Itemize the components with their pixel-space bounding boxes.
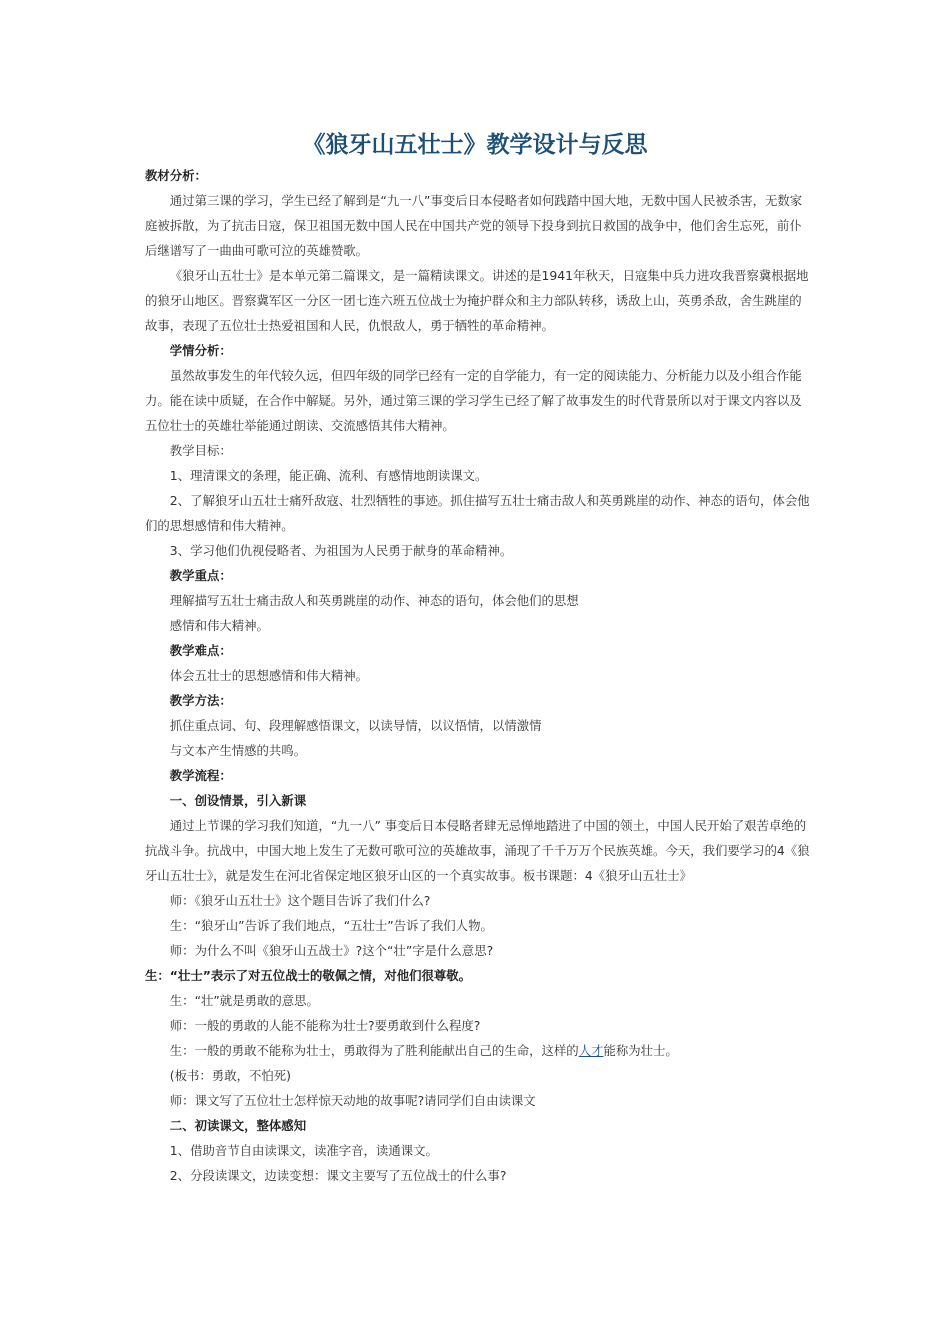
dialogue-line-bold: 生：“壮士”表示了对五位战士的敬佩之情，对他们很尊敬。 (145, 968, 472, 983)
reading-step: 1、借助音节自由读课文，读准字音，读通课文。 (169, 1143, 438, 1158)
text-line: 体会五壮士的思想感情和伟大精神。 (169, 668, 369, 683)
text-line: 感情和伟大精神。 (169, 618, 269, 633)
section-heading-process: 教学流程： (169, 768, 232, 783)
subsection-heading-intro: 一、创设情景，引入新课 (169, 793, 307, 808)
dialogue-line: 生：“壮”就是勇敢的意思。 (169, 993, 319, 1008)
section-heading-material: 教材分析： (145, 168, 207, 183)
talent-link[interactable]: 人才 (578, 1043, 604, 1058)
reading-step: 2、分段读课文，边读变想：课文主要写了五位战士的什么事? (169, 1168, 507, 1183)
text-line: 与文本产生情感的共鸣。 (169, 743, 307, 758)
section-heading-learners: 学情分析： (169, 343, 232, 358)
dialogue-text: 生：一般的勇敢不能称为壮士，勇敢得为了胜利能献出自己的生命，这样的 (169, 1043, 579, 1058)
paragraph: 通过上节课的学习我们知道，“九一八” 事变后日本侵略者肆无忌惮地踏进了中国的领土，中国人民开始了艰苦卓绝的抗战斗争。抗战中，中国大地上发生了无数可歌可泣的英雄故事，涌现了千千万万个民族英雄。今天，我们要学习的4《狼牙山五壮士》，就是发生在河北省保定地区狼牙山区的一个真实故事。板书课题：4《狼牙山五壮士》 (145, 818, 810, 883)
document-title: 《狼牙山五壮士》教学设计与反思 (302, 131, 648, 158)
paragraph: 虽然故事发生的年代较久远，但四年级的同学已经有一定的自学能力，有一定的阅读能力、分析能力以及小组合作能力。能在读中质疑，在合作中解疑。另外，通过第三课的学习学生已经了解了故事发生的时代背景所以对于课文内容以及五位壮士的英雄壮举能通过朗读、交流感悟其伟大精神。 (145, 368, 802, 433)
paragraph: 通过第三课的学习，学生已经了解到是“九一八”事变后日本侵略者如何践踏中国大地，无数中国人民被杀害，无数家庭被拆散，为了抗击日寇，保卫祖国无数中国人民在中国共产党的领导下投身到抗日救国的战争中，他们舍生忘死，前仆后继谱写了一曲曲可歌可泣的英雄赞歌。 (145, 193, 803, 258)
text-line: 理解描写五壮士痛击敌人和英勇跳崖的动作、神态的语句，体会他们的思想 (169, 593, 579, 608)
dialogue-line: 生：“狼牙山”告诉了我们地点，“五壮士”告诉了我们人物。 (169, 918, 493, 933)
text-line: 抓住重点词、句、段理解感悟课文，以读导情，以议悟情，以情激情 (169, 718, 542, 733)
dialogue-line (145, 1038, 810, 1063)
section-heading-methods: 教学方法： (169, 693, 232, 708)
dialogue-line: 师：为什么不叫《狼牙山五战士》?这个“壮”字是什么意思? (169, 943, 494, 958)
dialogue-line: 师：一般的勇敢的人能不能称为壮士?要勇敢到什么程度? (169, 1018, 481, 1033)
paragraph: 《狼牙山五壮士》是本单元第二篇课文，是一篇精读课文。讲述的是1941年秋天，日寇集中兵力进攻我晋察冀根据地的狼牙山地区。晋察冀军区一分区一团七连六班五位战士为掩护群众和主力部队转移，诱敌上山，英勇杀敌，舍生跳崖的故事，表现了五位壮士热爱祖国和人民，仇恨敌人，勇于牺牲的革命精神。 (145, 268, 809, 333)
dialogue-line: 师：课文写了五位壮士怎样惊天动地的故事呢?请同学们自由读课文 (169, 1093, 536, 1108)
section-heading-difficulties: 教学难点： (169, 643, 232, 658)
goal-item: 3、学习他们仇视侵略者、为祖国为人民勇于献身的革命精神。 (169, 543, 513, 558)
dialogue-text: 能称为壮士。 (603, 1043, 678, 1058)
section-label-goals: 教学目标： (169, 443, 232, 458)
document-body (145, 163, 810, 1188)
goal-item: 2、了解狼牙山五壮士痛歼敌寇、壮烈牺牲的事迹。抓住描写五壮士痛击敌人和英勇跳崖的动作、神态的语句，体会他们的思想感情和伟大精神。 (145, 493, 810, 533)
section-heading-key-points: 教学重点： (169, 568, 232, 583)
subsection-heading-first-reading: 二、初读课文，整体感知 (169, 1118, 307, 1133)
board-note: (板书：勇敢，不怕死) (169, 1068, 291, 1083)
goal-item: 1、理清课文的条理，能正确、流利、有感情地朗读课文。 (169, 468, 488, 483)
dialogue-line: 师：《狼牙山五壮士》这个题目告诉了我们什么? (169, 893, 431, 908)
